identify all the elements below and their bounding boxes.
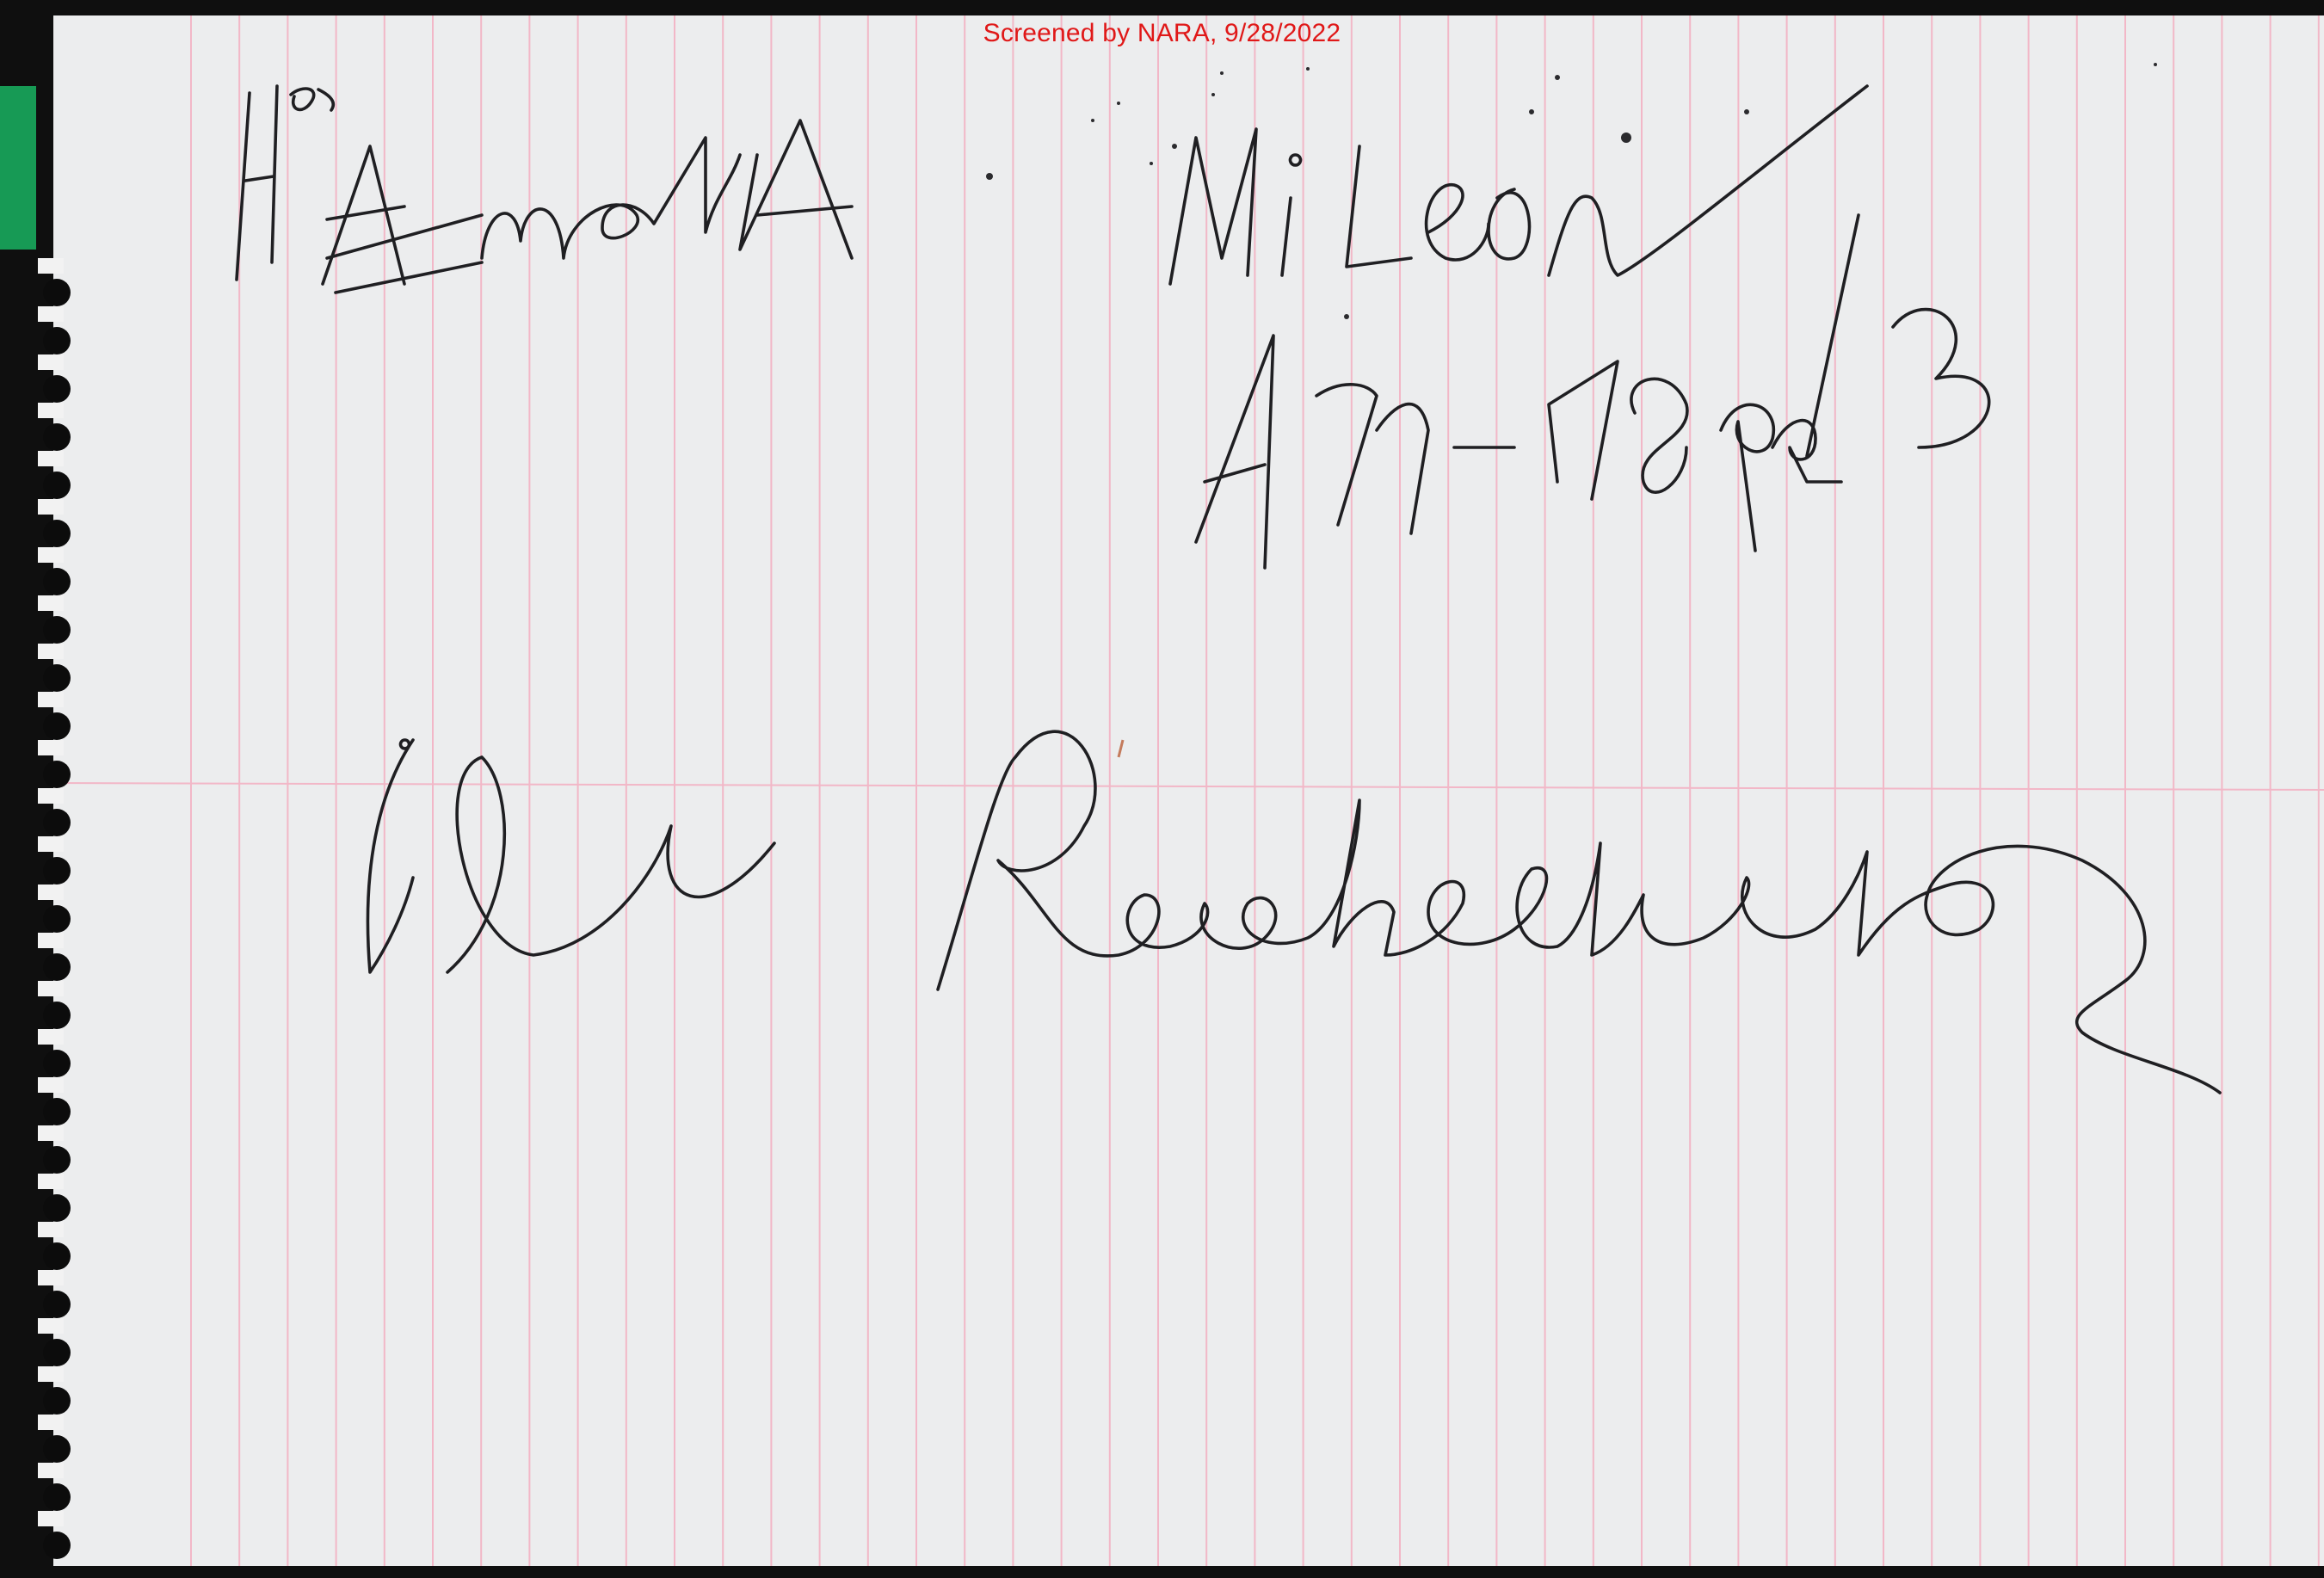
ink-specks — [986, 63, 2157, 319]
handwriting-line-2 — [1196, 215, 1989, 568]
nara-screening-stamp: Screened by NARA, 9/28/2022 — [983, 19, 1341, 47]
handwriting-line-3 — [367, 731, 2220, 1093]
handwriting-line-1 — [237, 86, 852, 293]
red-mark — [1119, 740, 1123, 757]
handwriting-line-1b — [1170, 86, 1867, 284]
